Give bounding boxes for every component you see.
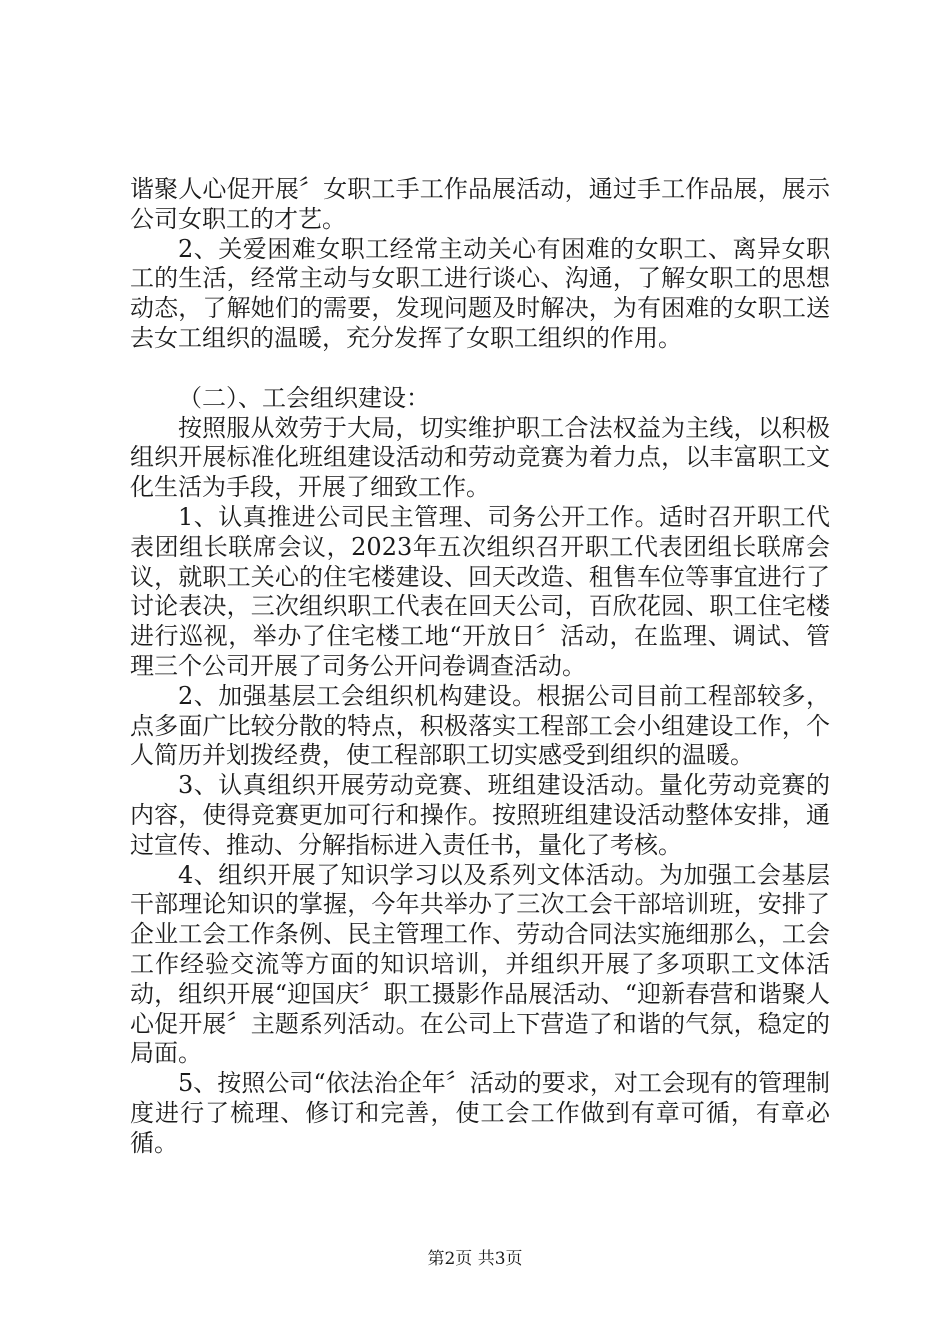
section-heading-union-organization: （二）、工会组织建设： (178, 383, 430, 412)
paragraph-item-2: 2、加强基层工会组织机构建设。根据公司目前工程部较多，点多面广比较分散的特点，积极落实工程部工会小组建设工作，个人简历并划拨经费，使工程部职工切实感受到组织的温暖。 (130, 681, 830, 770)
paragraph-item-3: 3、认真组织开展劳动竞赛、班组建设活动。量化劳动竞赛的内容，使得竞赛更加可行和操作。按照班组建设活动整体安排，通过宣传、推动、分解指标进入责任书，量化了考核。 (130, 771, 830, 859)
paragraph-intro: 按照服从效劳于大局，切实维护职工合法权益为主线，以积极组织开展标准化班组建设活动和劳动竞赛为着力点，以丰富职工文化生活为手段，开展了细致工作。 (130, 413, 830, 502)
paragraph-care-female-workers: 2、关爱困难女职工经常主动关心有困难的女职工、离异女职工的生活，经常主动与女职工进行谈心、沟通，了解女职工的思想动态，了解她们的需要，发现问题及时解决，为有困难的女职工送去女工组织的温暖，充分发挥了女职工组织的作用。 (130, 234, 830, 352)
paragraph-continuation: 谐聚人心促开展〞女职工手工作品展活动，通过手工作品展，展示公司女职工的才艺。 (130, 175, 830, 233)
paragraph-item-4: 4、组织开展了知识学习以及系列文体活动。为加强工会基层干部理论知识的掌握，今年共举办了三次工会干部培训班，安排了企业工会工作条例、民主管理工作、劳动合同法实施细那么，工会工作经验交流等方面的知识培训，并组织开展了多项职工文体活动，组织开展“迎国庆〞职工摄影作品展活动、“迎新春营和谐聚人心促开展〞主题系列活动。在公司上下营造了和谐的气氛，稳定的局面。 (130, 860, 830, 1068)
page-number-footer: 第2页 共3页 (427, 1249, 523, 1269)
document-body (130, 175, 830, 1159)
paragraph-item-1: 1、认真推进公司民主管理、司务公开工作。适时召开职工代表团组长联席会议，2023年五次组织召开职工代表团组长联席会议，就职工关心的住宅楼建设、回天改造、租售车位等事宜进行了讨论表决，三次组织职工代表在回天公司，百欣花园、职工住宅楼进行巡视，举办了住宅楼工地“开放日〞活动，在监理、调试、管理三个公司开展了司务公开问卷调查活动。 (130, 502, 830, 680)
paragraph-item-5: 5、按照公司“依法治企年〞活动的要求，对工会现有的管理制度进行了梳理、修订和完善，使工会工作做到有章可循，有章必循。 (130, 1069, 830, 1157)
